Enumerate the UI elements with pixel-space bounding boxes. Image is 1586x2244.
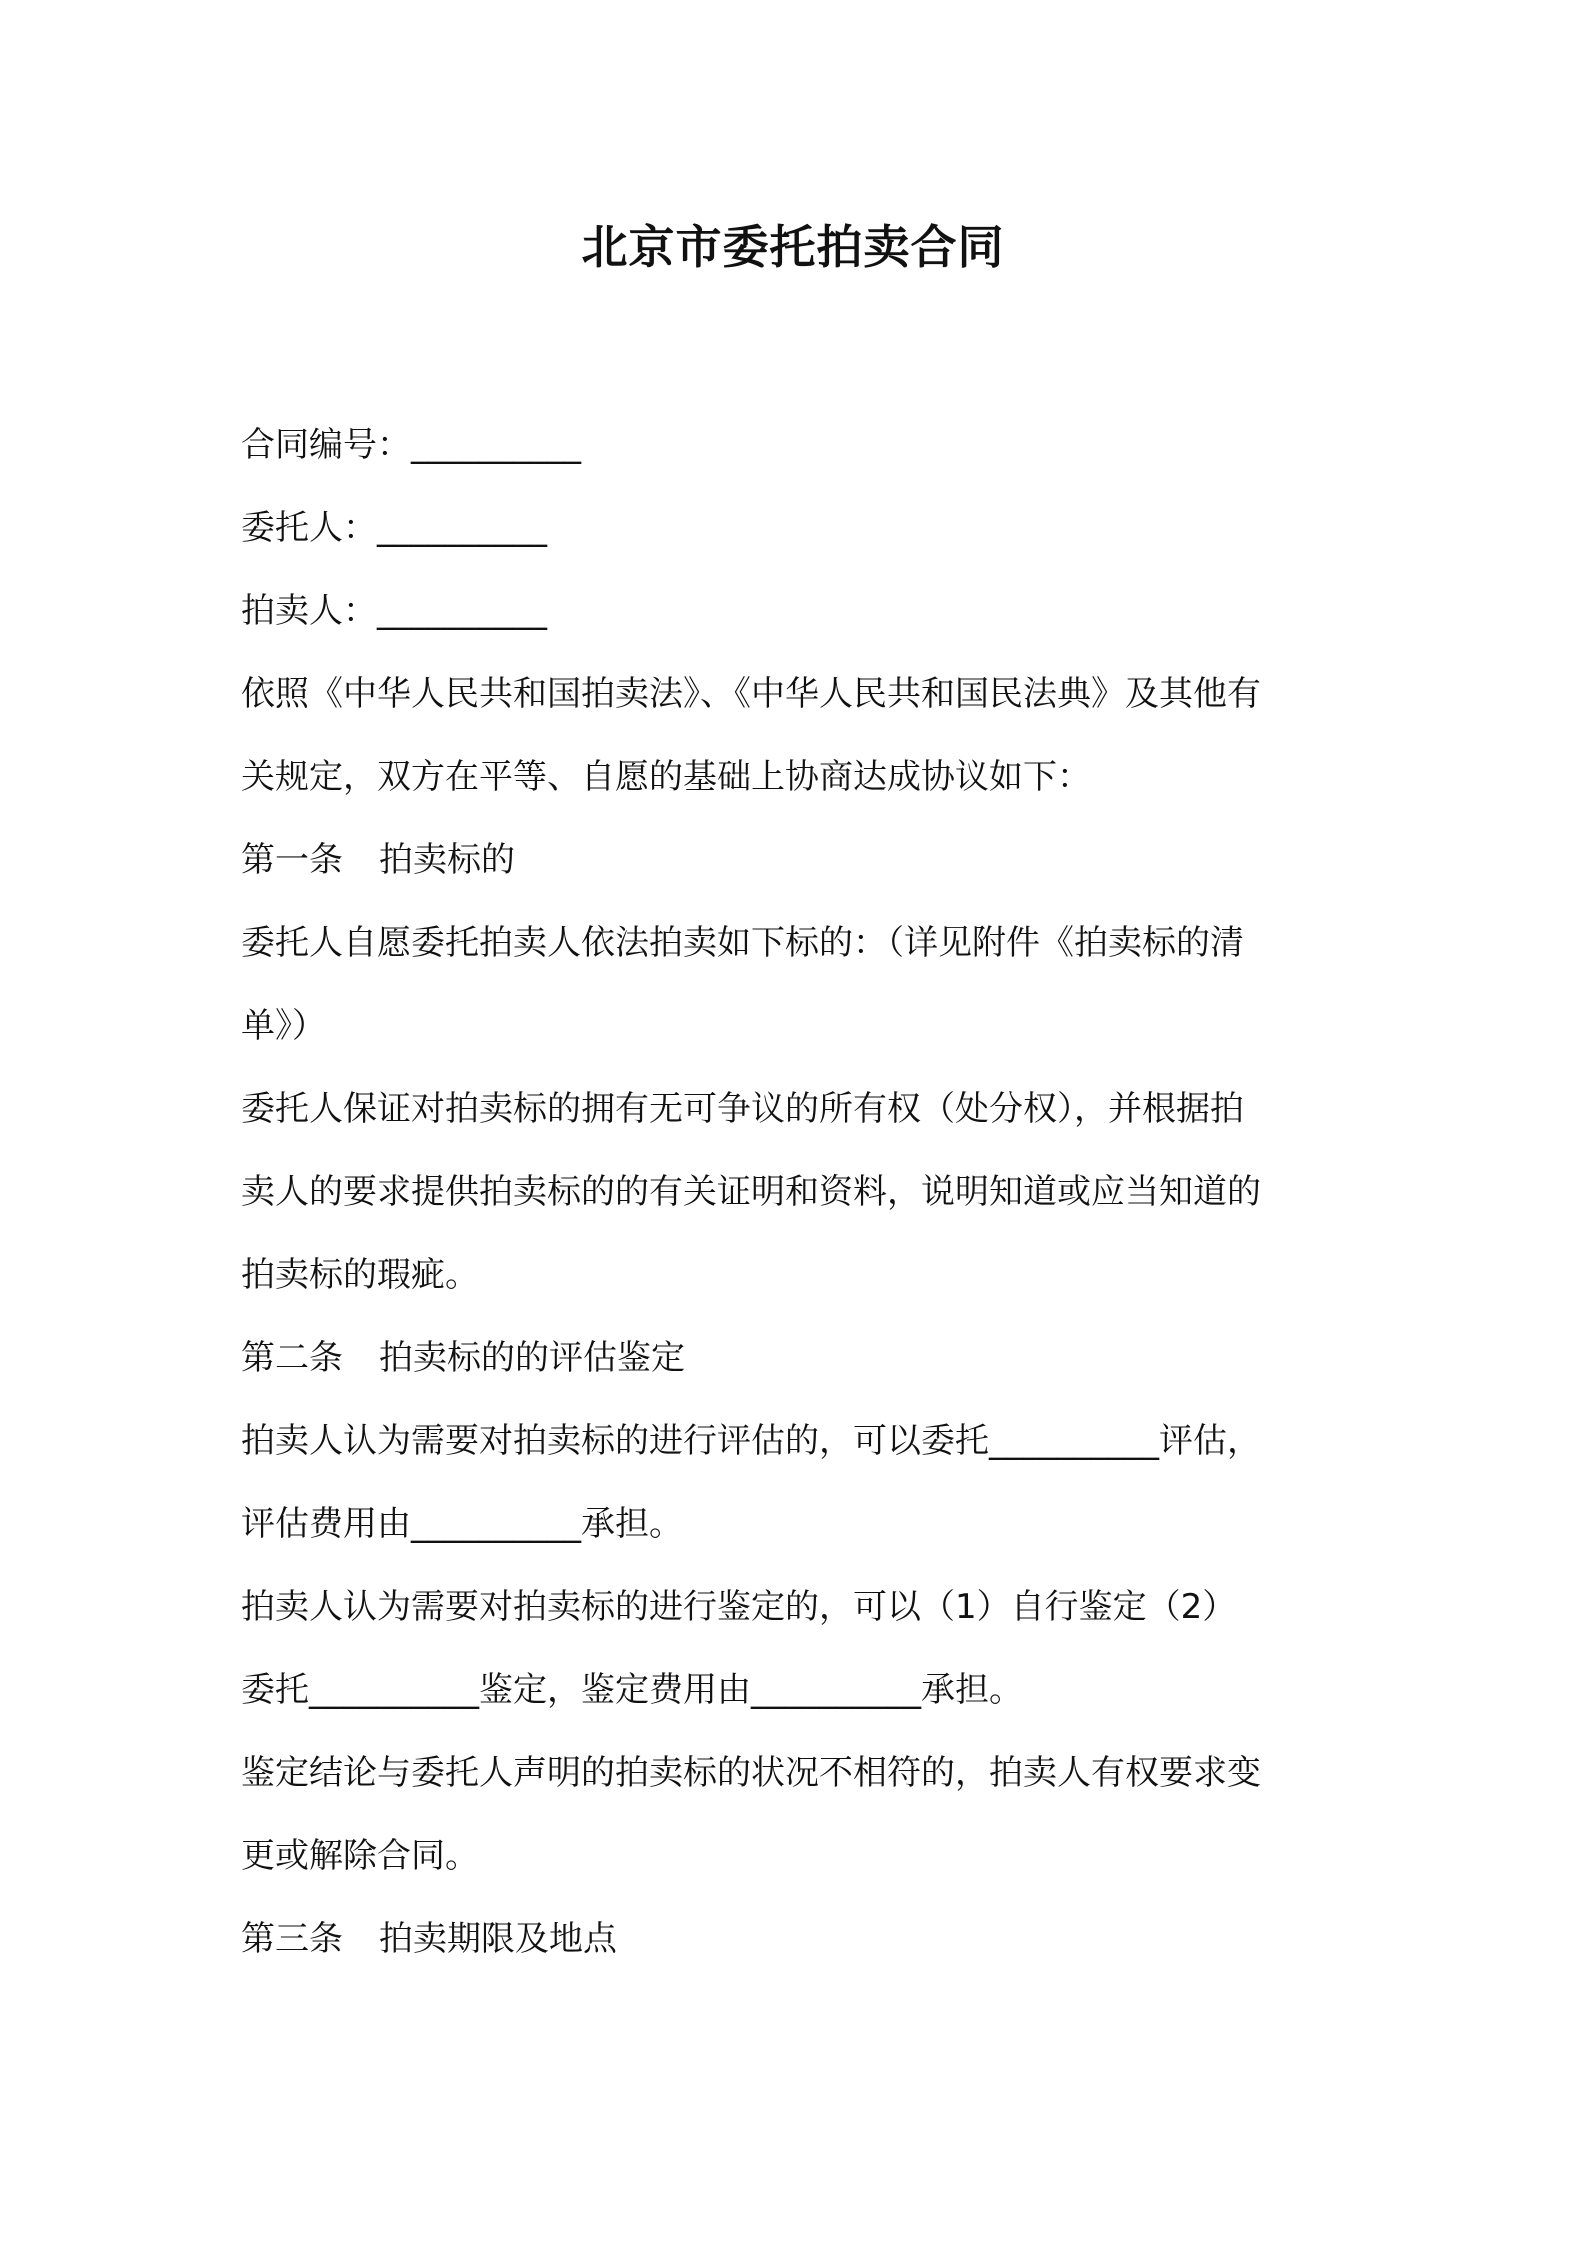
- intro-line: 依照《中华人民共和国拍卖法》、《中华人民共和国民法典》及其他有: [241, 674, 1261, 714]
- article-heading: [241, 1898, 1356, 1981]
- article-text-line: 拍卖人认为需要对拍卖标的进行鉴定的，可以（1）自行鉴定（2）: [241, 1587, 1237, 1627]
- article-title: 拍卖标的的评估鉴定: [379, 1338, 685, 1378]
- article-title: 拍卖标的: [379, 840, 515, 880]
- article-title: 拍卖期限及地点: [379, 1919, 617, 1959]
- article-text-line: 评估费用由__________承担。: [241, 1504, 683, 1544]
- intro-line: 关规定，双方在平等、自愿的基础上协商达成协议如下：: [241, 757, 1091, 797]
- article-number: 第二条: [241, 1338, 343, 1378]
- field-blank: __________: [377, 508, 547, 548]
- header-field-contract-number: [241, 404, 1356, 487]
- document-body: [241, 404, 1356, 1981]
- article-text-line: 卖人的要求提供拍卖标的的有关证明和资料，说明知道或应当知道的: [241, 1172, 1261, 1212]
- field-blank: __________: [411, 425, 581, 465]
- field-blank: __________: [377, 591, 547, 631]
- header-field-consignor: [241, 487, 1356, 570]
- article-number: 第一条: [241, 840, 343, 880]
- document-title: 北京市委托拍卖合同: [581, 220, 1005, 274]
- article-heading: [241, 819, 1356, 902]
- field-label: 合同编号：: [241, 425, 411, 465]
- article-text-line: 拍卖人认为需要对拍卖标的进行评估的，可以委托__________评估，: [241, 1421, 1261, 1461]
- article-heading: [241, 1317, 1356, 1400]
- article-text-line: 委托人保证对拍卖标的拥有无可争议的所有权（处分权），并根据拍: [241, 1089, 1244, 1129]
- article-text-line: 单》）: [241, 1006, 326, 1046]
- field-label: 拍卖人：: [241, 591, 377, 631]
- article-number: 第三条: [241, 1919, 343, 1959]
- article-text-line: 鉴定结论与委托人声明的拍卖标的状况不相符的，拍卖人有权要求变: [241, 1753, 1261, 1793]
- article-text-line: 拍卖标的瑕疵。: [241, 1255, 479, 1295]
- article-text-line: 更或解除合同。: [241, 1836, 479, 1876]
- article-text-line: 委托人自愿委托拍卖人依法拍卖如下标的：（详见附件《拍卖标的清: [241, 923, 1244, 963]
- article-text-line: 委托__________鉴定，鉴定费用由__________承担。: [241, 1670, 1023, 1710]
- field-label: 委托人：: [241, 508, 377, 548]
- header-field-auctioneer: [241, 570, 1356, 653]
